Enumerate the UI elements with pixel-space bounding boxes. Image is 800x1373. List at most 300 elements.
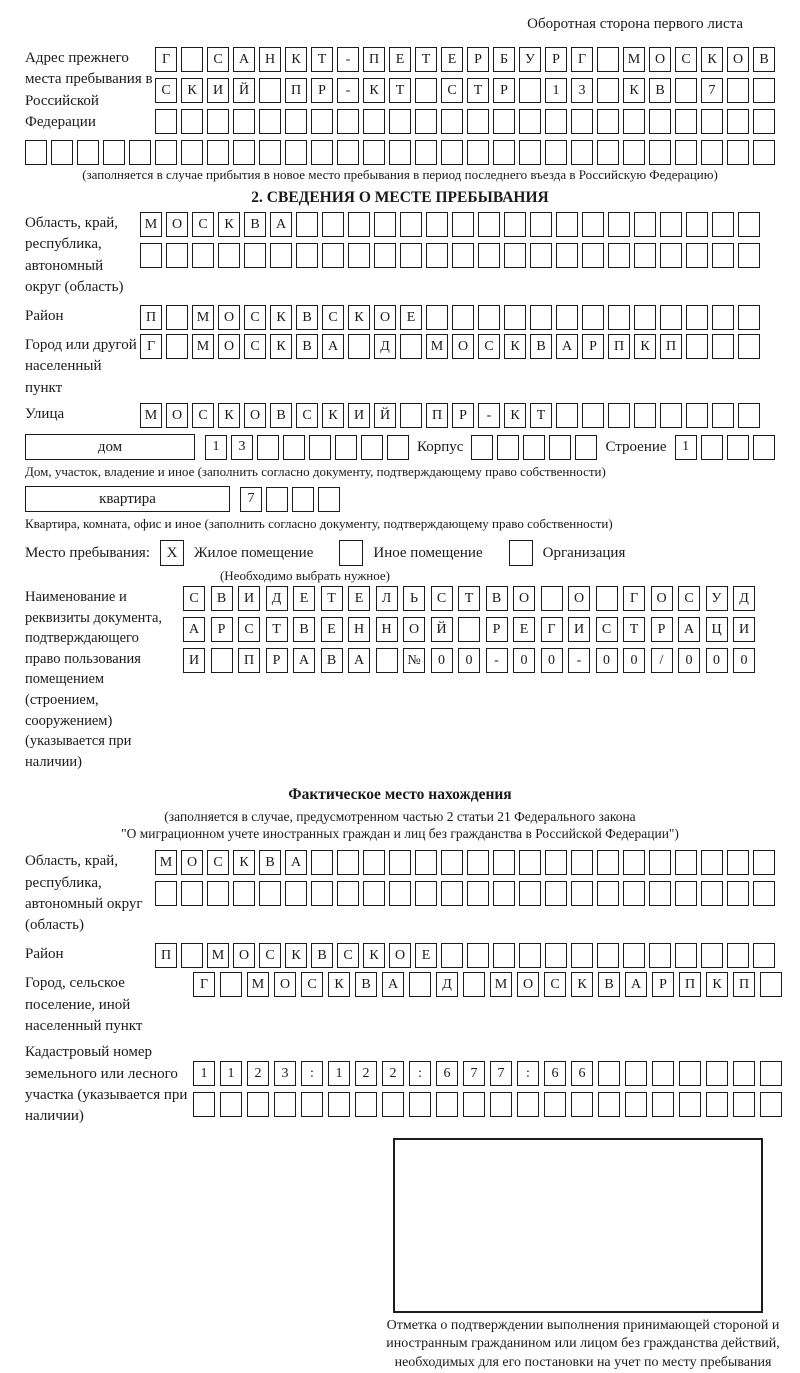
checkbox-organization[interactable] bbox=[509, 540, 533, 566]
char-cell[interactable] bbox=[497, 435, 519, 460]
char-cell[interactable]: М bbox=[192, 305, 214, 330]
char-cell[interactable]: П bbox=[363, 47, 385, 72]
street-row[interactable] bbox=[140, 403, 760, 428]
char-cell[interactable] bbox=[738, 334, 760, 359]
char-cell[interactable]: Т bbox=[389, 78, 411, 103]
char-cell[interactable] bbox=[701, 943, 723, 968]
char-cell[interactable] bbox=[467, 109, 489, 134]
char-cell[interactable] bbox=[597, 140, 619, 165]
char-cell[interactable] bbox=[623, 140, 645, 165]
char-cell[interactable] bbox=[211, 648, 233, 673]
char-cell[interactable]: Й bbox=[374, 403, 396, 428]
char-cell[interactable] bbox=[467, 140, 489, 165]
char-cell[interactable] bbox=[25, 140, 47, 165]
char-cell[interactable]: Н bbox=[348, 617, 370, 642]
char-cell[interactable]: - bbox=[337, 78, 359, 103]
char-cell[interactable]: - bbox=[337, 47, 359, 72]
actual-city-row[interactable] bbox=[193, 972, 782, 997]
char-cell[interactable] bbox=[283, 435, 305, 460]
prev-address-row-2[interactable] bbox=[155, 78, 775, 103]
char-cell[interactable] bbox=[129, 140, 151, 165]
char-cell[interactable] bbox=[598, 1092, 620, 1117]
char-cell[interactable] bbox=[701, 109, 723, 134]
char-cell[interactable] bbox=[452, 243, 474, 268]
char-cell[interactable]: К bbox=[348, 305, 370, 330]
actual-region-row-2[interactable] bbox=[155, 881, 775, 906]
char-cell[interactable] bbox=[463, 1092, 485, 1117]
char-cell[interactable]: А bbox=[348, 648, 370, 673]
char-cell[interactable] bbox=[337, 881, 359, 906]
char-cell[interactable]: К bbox=[363, 943, 385, 968]
char-cell[interactable] bbox=[452, 212, 474, 237]
char-cell[interactable]: П bbox=[238, 648, 260, 673]
char-cell[interactable]: Т bbox=[623, 617, 645, 642]
char-cell[interactable]: Р bbox=[467, 47, 489, 72]
char-cell[interactable] bbox=[363, 109, 385, 134]
char-cell[interactable]: Т bbox=[321, 586, 343, 611]
char-cell[interactable] bbox=[571, 1092, 593, 1117]
char-cell[interactable] bbox=[103, 140, 125, 165]
char-cell[interactable] bbox=[517, 1092, 539, 1117]
char-cell[interactable]: В bbox=[649, 78, 671, 103]
char-cell[interactable] bbox=[753, 109, 775, 134]
char-cell[interactable]: К bbox=[504, 334, 526, 359]
char-cell[interactable]: У bbox=[519, 47, 541, 72]
char-cell[interactable]: В bbox=[486, 586, 508, 611]
char-cell[interactable] bbox=[582, 212, 604, 237]
char-cell[interactable] bbox=[727, 881, 749, 906]
prev-address-row-4[interactable] bbox=[25, 140, 775, 165]
char-cell[interactable]: Б bbox=[493, 47, 515, 72]
char-cell[interactable] bbox=[441, 881, 463, 906]
char-cell[interactable] bbox=[441, 850, 463, 875]
char-cell[interactable] bbox=[608, 403, 630, 428]
char-cell[interactable] bbox=[597, 850, 619, 875]
char-cell[interactable] bbox=[207, 881, 229, 906]
char-cell[interactable] bbox=[706, 1061, 728, 1086]
char-cell[interactable]: В bbox=[244, 212, 266, 237]
char-cell[interactable]: К bbox=[571, 972, 593, 997]
char-cell[interactable]: С bbox=[192, 212, 214, 237]
char-cell[interactable] bbox=[348, 334, 370, 359]
char-cell[interactable]: К bbox=[285, 47, 307, 72]
char-cell[interactable]: 0 bbox=[431, 648, 453, 673]
char-cell[interactable]: К bbox=[218, 212, 240, 237]
char-cell[interactable] bbox=[389, 109, 411, 134]
char-cell[interactable] bbox=[285, 140, 307, 165]
char-cell[interactable] bbox=[309, 435, 331, 460]
char-cell[interactable] bbox=[311, 140, 333, 165]
char-cell[interactable]: М bbox=[140, 403, 162, 428]
char-cell[interactable]: К bbox=[322, 403, 344, 428]
char-cell[interactable] bbox=[155, 140, 177, 165]
char-cell[interactable]: С bbox=[244, 334, 266, 359]
char-cell[interactable]: Н bbox=[259, 47, 281, 72]
char-cell[interactable]: К bbox=[623, 78, 645, 103]
char-cell[interactable]: К bbox=[233, 850, 255, 875]
char-cell[interactable] bbox=[519, 140, 541, 165]
char-cell[interactable]: В bbox=[293, 617, 315, 642]
char-cell[interactable]: Е bbox=[348, 586, 370, 611]
char-cell[interactable]: К bbox=[328, 972, 350, 997]
char-cell[interactable]: М bbox=[192, 334, 214, 359]
char-cell[interactable]: А bbox=[233, 47, 255, 72]
char-cell[interactable]: О bbox=[651, 586, 673, 611]
char-cell[interactable]: 1 bbox=[193, 1061, 215, 1086]
char-cell[interactable] bbox=[166, 334, 188, 359]
char-cell[interactable]: А bbox=[270, 212, 292, 237]
char-cell[interactable] bbox=[625, 1092, 647, 1117]
char-cell[interactable] bbox=[753, 140, 775, 165]
char-cell[interactable]: Й bbox=[233, 78, 255, 103]
char-cell[interactable] bbox=[247, 1092, 269, 1117]
korpus-cells[interactable] bbox=[471, 435, 597, 460]
char-cell[interactable] bbox=[679, 1092, 701, 1117]
char-cell[interactable]: Р bbox=[582, 334, 604, 359]
char-cell[interactable]: К bbox=[701, 47, 723, 72]
char-cell[interactable] bbox=[363, 140, 385, 165]
char-cell[interactable] bbox=[701, 435, 723, 460]
char-cell[interactable]: К bbox=[218, 403, 240, 428]
char-cell[interactable]: Т bbox=[311, 47, 333, 72]
char-cell[interactable] bbox=[181, 109, 203, 134]
char-cell[interactable]: К bbox=[270, 305, 292, 330]
house-number-cells[interactable] bbox=[205, 435, 409, 460]
char-cell[interactable] bbox=[597, 881, 619, 906]
char-cell[interactable] bbox=[155, 109, 177, 134]
region-row-1[interactable] bbox=[140, 212, 760, 237]
char-cell[interactable]: С bbox=[431, 586, 453, 611]
char-cell[interactable] bbox=[649, 109, 671, 134]
apartment-cells[interactable] bbox=[240, 487, 340, 512]
char-cell[interactable]: С bbox=[192, 403, 214, 428]
char-cell[interactable]: Р bbox=[651, 617, 673, 642]
char-cell[interactable]: А bbox=[183, 617, 205, 642]
char-cell[interactable] bbox=[660, 305, 682, 330]
char-cell[interactable] bbox=[727, 850, 749, 875]
char-cell[interactable] bbox=[270, 243, 292, 268]
char-cell[interactable] bbox=[311, 850, 333, 875]
char-cell[interactable] bbox=[675, 140, 697, 165]
char-cell[interactable] bbox=[478, 243, 500, 268]
char-cell[interactable] bbox=[493, 943, 515, 968]
char-cell[interactable] bbox=[701, 140, 723, 165]
char-cell[interactable] bbox=[400, 212, 422, 237]
char-cell[interactable]: Д bbox=[436, 972, 458, 997]
char-cell[interactable]: 3 bbox=[274, 1061, 296, 1086]
actual-region-row-1[interactable] bbox=[155, 850, 775, 875]
char-cell[interactable]: Ь bbox=[403, 586, 425, 611]
char-cell[interactable] bbox=[400, 403, 422, 428]
char-cell[interactable] bbox=[415, 140, 437, 165]
char-cell[interactable] bbox=[738, 243, 760, 268]
char-cell[interactable] bbox=[549, 435, 571, 460]
char-cell[interactable] bbox=[523, 435, 545, 460]
char-cell[interactable] bbox=[571, 881, 593, 906]
char-cell[interactable] bbox=[335, 435, 357, 460]
char-cell[interactable] bbox=[467, 943, 489, 968]
char-cell[interactable] bbox=[597, 78, 619, 103]
char-cell[interactable] bbox=[493, 109, 515, 134]
char-cell[interactable]: С bbox=[155, 78, 177, 103]
char-cell[interactable] bbox=[181, 881, 203, 906]
char-cell[interactable]: О bbox=[244, 403, 266, 428]
prev-address-row-1[interactable] bbox=[155, 47, 775, 72]
char-cell[interactable]: К bbox=[181, 78, 203, 103]
char-cell[interactable] bbox=[259, 140, 281, 165]
char-cell[interactable] bbox=[285, 109, 307, 134]
char-cell[interactable]: С bbox=[207, 850, 229, 875]
char-cell[interactable]: С bbox=[207, 47, 229, 72]
char-cell[interactable] bbox=[545, 109, 567, 134]
char-cell[interactable]: П bbox=[426, 403, 448, 428]
char-cell[interactable]: И bbox=[207, 78, 229, 103]
char-cell[interactable] bbox=[733, 1092, 755, 1117]
char-cell[interactable]: О bbox=[452, 334, 474, 359]
char-cell[interactable]: № bbox=[403, 648, 425, 673]
char-cell[interactable]: Г bbox=[571, 47, 593, 72]
char-cell[interactable] bbox=[452, 305, 474, 330]
char-cell[interactable] bbox=[675, 881, 697, 906]
char-cell[interactable] bbox=[652, 1092, 674, 1117]
char-cell[interactable]: М bbox=[623, 47, 645, 72]
char-cell[interactable]: 7 bbox=[240, 487, 262, 512]
char-cell[interactable]: А bbox=[625, 972, 647, 997]
char-cell[interactable]: С bbox=[238, 617, 260, 642]
char-cell[interactable] bbox=[166, 305, 188, 330]
char-cell[interactable] bbox=[634, 403, 656, 428]
char-cell[interactable]: О bbox=[166, 403, 188, 428]
char-cell[interactable] bbox=[318, 487, 340, 512]
char-cell[interactable] bbox=[597, 943, 619, 968]
char-cell[interactable]: Г bbox=[623, 586, 645, 611]
char-cell[interactable]: В bbox=[211, 586, 233, 611]
char-cell[interactable]: С bbox=[544, 972, 566, 997]
char-cell[interactable] bbox=[337, 109, 359, 134]
char-cell[interactable]: М bbox=[207, 943, 229, 968]
char-cell[interactable]: Г bbox=[155, 47, 177, 72]
char-cell[interactable] bbox=[675, 850, 697, 875]
char-cell[interactable] bbox=[634, 243, 656, 268]
char-cell[interactable] bbox=[478, 305, 500, 330]
char-cell[interactable]: В bbox=[270, 403, 292, 428]
region-row-2[interactable] bbox=[140, 243, 760, 268]
char-cell[interactable]: С bbox=[678, 586, 700, 611]
char-cell[interactable] bbox=[596, 586, 618, 611]
char-cell[interactable]: О bbox=[166, 212, 188, 237]
char-cell[interactable]: Е bbox=[400, 305, 422, 330]
char-cell[interactable] bbox=[541, 586, 563, 611]
char-cell[interactable]: О bbox=[274, 972, 296, 997]
char-cell[interactable] bbox=[545, 850, 567, 875]
char-cell[interactable] bbox=[436, 1092, 458, 1117]
char-cell[interactable]: 7 bbox=[490, 1061, 512, 1086]
char-cell[interactable] bbox=[266, 487, 288, 512]
char-cell[interactable]: В bbox=[311, 943, 333, 968]
char-cell[interactable]: Г bbox=[140, 334, 162, 359]
char-cell[interactable]: 1 bbox=[220, 1061, 242, 1086]
char-cell[interactable]: Р bbox=[545, 47, 567, 72]
char-cell[interactable]: О bbox=[568, 586, 590, 611]
char-cell[interactable]: 3 bbox=[571, 78, 593, 103]
char-cell[interactable] bbox=[181, 943, 203, 968]
char-cell[interactable] bbox=[458, 617, 480, 642]
char-cell[interactable]: Й bbox=[431, 617, 453, 642]
char-cell[interactable]: Е bbox=[389, 47, 411, 72]
char-cell[interactable]: Р bbox=[311, 78, 333, 103]
char-cell[interactable] bbox=[727, 78, 749, 103]
char-cell[interactable] bbox=[675, 943, 697, 968]
char-cell[interactable] bbox=[597, 47, 619, 72]
char-cell[interactable]: Т bbox=[458, 586, 480, 611]
char-cell[interactable]: 0 bbox=[541, 648, 563, 673]
char-cell[interactable]: Г bbox=[193, 972, 215, 997]
char-cell[interactable]: С bbox=[296, 403, 318, 428]
char-cell[interactable] bbox=[490, 1092, 512, 1117]
house-type-box[interactable]: дом bbox=[25, 434, 195, 460]
char-cell[interactable] bbox=[753, 435, 775, 460]
char-cell[interactable] bbox=[608, 305, 630, 330]
char-cell[interactable]: 2 bbox=[355, 1061, 377, 1086]
char-cell[interactable]: 6 bbox=[436, 1061, 458, 1086]
char-cell[interactable] bbox=[634, 305, 656, 330]
char-cell[interactable] bbox=[712, 305, 734, 330]
char-cell[interactable] bbox=[259, 109, 281, 134]
char-cell[interactable] bbox=[220, 972, 242, 997]
char-cell[interactable] bbox=[712, 403, 734, 428]
char-cell[interactable] bbox=[608, 243, 630, 268]
char-cell[interactable] bbox=[259, 881, 281, 906]
char-cell[interactable] bbox=[608, 212, 630, 237]
char-cell[interactable]: П bbox=[733, 972, 755, 997]
char-cell[interactable] bbox=[701, 850, 723, 875]
char-cell[interactable]: 2 bbox=[382, 1061, 404, 1086]
char-cell[interactable]: С bbox=[675, 47, 697, 72]
char-cell[interactable] bbox=[649, 850, 671, 875]
char-cell[interactable]: Е bbox=[321, 617, 343, 642]
char-cell[interactable] bbox=[467, 850, 489, 875]
char-cell[interactable]: С bbox=[596, 617, 618, 642]
char-cell[interactable]: О bbox=[233, 943, 255, 968]
char-cell[interactable]: О bbox=[513, 586, 535, 611]
char-cell[interactable] bbox=[193, 1092, 215, 1117]
char-cell[interactable] bbox=[649, 943, 671, 968]
char-cell[interactable]: С bbox=[322, 305, 344, 330]
char-cell[interactable] bbox=[296, 212, 318, 237]
char-cell[interactable] bbox=[712, 212, 734, 237]
char-cell[interactable] bbox=[544, 1092, 566, 1117]
char-cell[interactable]: Г bbox=[541, 617, 563, 642]
char-cell[interactable] bbox=[660, 212, 682, 237]
char-cell[interactable] bbox=[519, 78, 541, 103]
char-cell[interactable] bbox=[727, 943, 749, 968]
char-cell[interactable]: 1 bbox=[675, 435, 697, 460]
char-cell[interactable] bbox=[686, 334, 708, 359]
char-cell[interactable]: С bbox=[301, 972, 323, 997]
char-cell[interactable]: И bbox=[733, 617, 755, 642]
char-cell[interactable]: 2 bbox=[247, 1061, 269, 1086]
char-cell[interactable] bbox=[296, 243, 318, 268]
char-cell[interactable] bbox=[738, 403, 760, 428]
char-cell[interactable]: С bbox=[441, 78, 463, 103]
char-cell[interactable] bbox=[675, 78, 697, 103]
char-cell[interactable] bbox=[571, 850, 593, 875]
char-cell[interactable] bbox=[441, 943, 463, 968]
char-cell[interactable] bbox=[363, 850, 385, 875]
char-cell[interactable]: А bbox=[322, 334, 344, 359]
char-cell[interactable] bbox=[322, 243, 344, 268]
char-cell[interactable]: А bbox=[293, 648, 315, 673]
char-cell[interactable] bbox=[504, 305, 526, 330]
char-cell[interactable] bbox=[192, 243, 214, 268]
char-cell[interactable] bbox=[623, 943, 645, 968]
char-cell[interactable] bbox=[274, 1092, 296, 1117]
char-cell[interactable]: : bbox=[517, 1061, 539, 1086]
char-cell[interactable]: : bbox=[409, 1061, 431, 1086]
char-cell[interactable] bbox=[545, 881, 567, 906]
char-cell[interactable]: К bbox=[285, 943, 307, 968]
char-cell[interactable]: П bbox=[155, 943, 177, 968]
char-cell[interactable]: Р bbox=[452, 403, 474, 428]
char-cell[interactable]: 1 bbox=[205, 435, 227, 460]
char-cell[interactable] bbox=[285, 881, 307, 906]
char-cell[interactable]: В bbox=[753, 47, 775, 72]
char-cell[interactable] bbox=[348, 243, 370, 268]
char-cell[interactable] bbox=[760, 1092, 782, 1117]
char-cell[interactable]: А bbox=[678, 617, 700, 642]
char-cell[interactable] bbox=[519, 109, 541, 134]
char-cell[interactable] bbox=[634, 212, 656, 237]
char-cell[interactable] bbox=[415, 109, 437, 134]
char-cell[interactable]: К bbox=[270, 334, 292, 359]
char-cell[interactable]: П bbox=[285, 78, 307, 103]
char-cell[interactable] bbox=[337, 850, 359, 875]
char-cell[interactable]: Л bbox=[376, 586, 398, 611]
char-cell[interactable] bbox=[387, 435, 409, 460]
char-cell[interactable]: А bbox=[382, 972, 404, 997]
char-cell[interactable]: О bbox=[374, 305, 396, 330]
char-cell[interactable]: О bbox=[727, 47, 749, 72]
cadastral-row-2[interactable] bbox=[193, 1092, 782, 1117]
char-cell[interactable]: И bbox=[238, 586, 260, 611]
char-cell[interactable]: А bbox=[556, 334, 578, 359]
char-cell[interactable] bbox=[140, 243, 162, 268]
actual-district-row[interactable] bbox=[155, 943, 775, 968]
char-cell[interactable]: С bbox=[183, 586, 205, 611]
char-cell[interactable] bbox=[660, 243, 682, 268]
char-cell[interactable]: / bbox=[651, 648, 673, 673]
char-cell[interactable]: 6 bbox=[544, 1061, 566, 1086]
char-cell[interactable] bbox=[686, 305, 708, 330]
char-cell[interactable]: Т bbox=[467, 78, 489, 103]
char-cell[interactable] bbox=[311, 109, 333, 134]
char-cell[interactable] bbox=[738, 305, 760, 330]
char-cell[interactable] bbox=[727, 435, 749, 460]
char-cell[interactable] bbox=[556, 305, 578, 330]
char-cell[interactable] bbox=[753, 850, 775, 875]
char-cell[interactable] bbox=[582, 305, 604, 330]
char-cell[interactable] bbox=[571, 109, 593, 134]
char-cell[interactable]: 3 bbox=[231, 435, 253, 460]
char-cell[interactable]: В bbox=[530, 334, 552, 359]
char-cell[interactable] bbox=[556, 403, 578, 428]
char-cell[interactable]: О bbox=[218, 305, 240, 330]
char-cell[interactable] bbox=[51, 140, 73, 165]
char-cell[interactable] bbox=[519, 943, 541, 968]
char-cell[interactable] bbox=[409, 1092, 431, 1117]
char-cell[interactable] bbox=[207, 109, 229, 134]
char-cell[interactable] bbox=[155, 881, 177, 906]
